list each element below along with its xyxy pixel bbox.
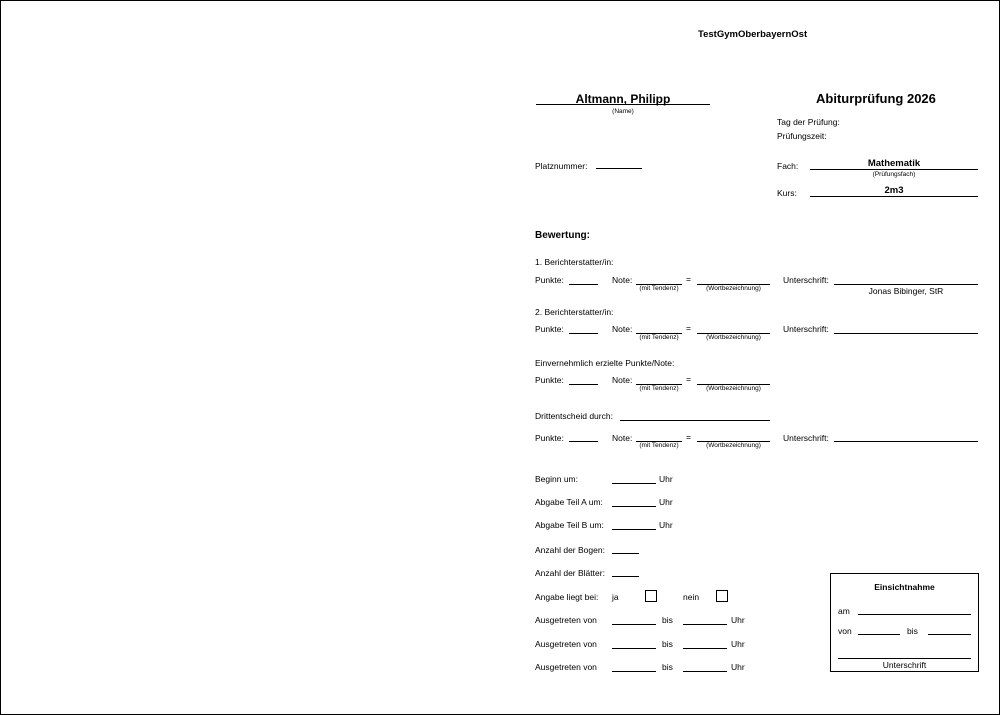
inspection-to-line[interactable] xyxy=(928,634,971,635)
reviewer2-grade-label: Note: xyxy=(612,324,633,334)
inspection-from-label: von xyxy=(838,626,852,636)
inspection-title: Einsichtnahme xyxy=(874,582,935,592)
no-checkbox[interactable] xyxy=(716,590,728,602)
seat-number-label: Platznummer: xyxy=(535,161,588,171)
course-line xyxy=(810,196,978,197)
agreed-points-line[interactable] xyxy=(569,384,598,385)
school-name: TestGymOberbayernOst xyxy=(698,29,808,40)
exam-title: Abiturprüfung 2026 xyxy=(816,91,936,106)
agreed-points-label: Punkte: xyxy=(535,375,564,385)
break3-unit: Uhr xyxy=(731,662,745,672)
third-points-label: Punkte: xyxy=(535,433,564,443)
break1-unit: Uhr xyxy=(731,615,745,625)
reviewer2-signature-label: Unterschrift: xyxy=(783,324,829,334)
reviewer2-equals: = xyxy=(686,323,691,333)
sheets-count-line[interactable] xyxy=(612,553,639,554)
subject-line xyxy=(810,169,978,170)
start-time-unit: Uhr xyxy=(659,474,673,484)
yes-label: ja xyxy=(612,592,619,602)
yes-checkbox[interactable] xyxy=(645,590,657,602)
exam-time-label: Prüfungszeit: xyxy=(777,131,827,141)
reviewer1-tendency-caption: (mit Tendenz) xyxy=(639,285,679,292)
inspection-signature-label: Unterschrift xyxy=(882,660,927,670)
submit-a-label: Abgabe Teil A um: xyxy=(535,497,603,507)
break3-to-label: bis xyxy=(662,662,673,672)
break3-label: Ausgetreten von xyxy=(535,662,597,672)
pages-count-line[interactable] xyxy=(612,576,639,577)
subject-value: Mathematik xyxy=(867,158,921,169)
break1-to-line[interactable] xyxy=(683,624,727,625)
third-decision-label: Drittentscheid durch: xyxy=(535,411,613,421)
no-label: nein xyxy=(683,592,700,602)
name-line xyxy=(536,104,710,105)
inspection-date-line[interactable] xyxy=(858,614,971,615)
break2-unit: Uhr xyxy=(731,639,745,649)
name-caption: (Name) xyxy=(612,108,634,115)
subject-label: Fach: xyxy=(777,161,799,171)
agreed-title: Einvernehmlich erzielte Punkte/Note: xyxy=(535,358,675,368)
break2-to-line[interactable] xyxy=(683,648,727,649)
start-time-line[interactable] xyxy=(612,483,656,484)
break1-label: Ausgetreten von xyxy=(535,615,597,625)
submit-b-unit: Uhr xyxy=(659,520,673,530)
task-attached-label: Angabe liegt bei: xyxy=(535,592,599,602)
agreed-word-caption: (Wortbezeichnung) xyxy=(706,385,761,392)
break2-from-line[interactable] xyxy=(612,648,656,649)
break3-to-line[interactable] xyxy=(683,671,727,672)
inspection-date-label: am xyxy=(838,606,850,616)
break3-from-line[interactable] xyxy=(612,671,656,672)
seat-number-line[interactable] xyxy=(596,168,642,169)
evaluation-heading: Bewertung: xyxy=(535,230,590,241)
third-signature-line[interactable] xyxy=(834,441,978,442)
start-time-label: Beginn um: xyxy=(535,474,578,484)
course-label: Kurs: xyxy=(777,188,797,198)
break1-to-label: bis xyxy=(662,615,673,625)
inspection-to-label: bis xyxy=(907,626,918,636)
reviewer2-title: 2. Berichterstatter/in: xyxy=(535,307,614,317)
reviewer2-points-line[interactable] xyxy=(569,333,598,334)
course-value: 2m3 xyxy=(884,185,904,196)
third-equals: = xyxy=(686,432,691,442)
reviewer1-word-caption: (Wortbezeichnung) xyxy=(706,285,761,292)
subject-caption: (Prüfungsfach) xyxy=(872,171,916,178)
agreed-grade-label: Note: xyxy=(612,375,633,385)
exam-day-label: Tag der Prüfung: xyxy=(777,117,840,127)
reviewer1-grade-label: Note: xyxy=(612,275,633,285)
reviewer1-signer-name: Jonas Bibinger, StR xyxy=(868,286,944,296)
submit-b-label: Abgabe Teil B um: xyxy=(535,520,604,530)
reviewer2-tendency-caption: (mit Tendenz) xyxy=(639,334,679,341)
reviewer2-word-caption: (Wortbezeichnung) xyxy=(706,334,761,341)
third-tendency-caption: (mit Tendenz) xyxy=(639,442,679,449)
reviewer1-points-label: Punkte: xyxy=(535,275,564,285)
reviewer1-title: 1. Berichterstatter/in: xyxy=(535,257,614,267)
break2-label: Ausgetreten von xyxy=(535,639,597,649)
agreed-tendency-caption: (mit Tendenz) xyxy=(639,385,679,392)
pages-count-label: Anzahl der Blätter: xyxy=(535,568,605,578)
reviewer1-points-line[interactable] xyxy=(569,284,598,285)
submit-b-line[interactable] xyxy=(612,529,656,530)
break2-to-label: bis xyxy=(662,639,673,649)
third-decision-line[interactable] xyxy=(620,420,770,421)
reviewer2-points-label: Punkte: xyxy=(535,324,564,334)
sheets-count-label: Anzahl der Bogen: xyxy=(535,545,605,555)
student-name: Altmann, Philipp xyxy=(575,92,671,106)
third-points-line[interactable] xyxy=(569,441,598,442)
agreed-equals: = xyxy=(686,374,691,384)
inspection-from-line[interactable] xyxy=(858,634,900,635)
reviewer1-signature-label: Unterschrift: xyxy=(783,275,829,285)
reviewer1-signature-line[interactable] xyxy=(834,284,978,285)
third-word-caption: (Wortbezeichnung) xyxy=(706,442,761,449)
inspection-signature-line[interactable] xyxy=(838,658,971,659)
submit-a-unit: Uhr xyxy=(659,497,673,507)
reviewer1-equals: = xyxy=(686,274,691,284)
third-signature-label: Unterschrift: xyxy=(783,433,829,443)
reviewer2-signature-line[interactable] xyxy=(834,333,978,334)
submit-a-line[interactable] xyxy=(612,506,656,507)
third-grade-label: Note: xyxy=(612,433,633,443)
break1-from-line[interactable] xyxy=(612,624,656,625)
